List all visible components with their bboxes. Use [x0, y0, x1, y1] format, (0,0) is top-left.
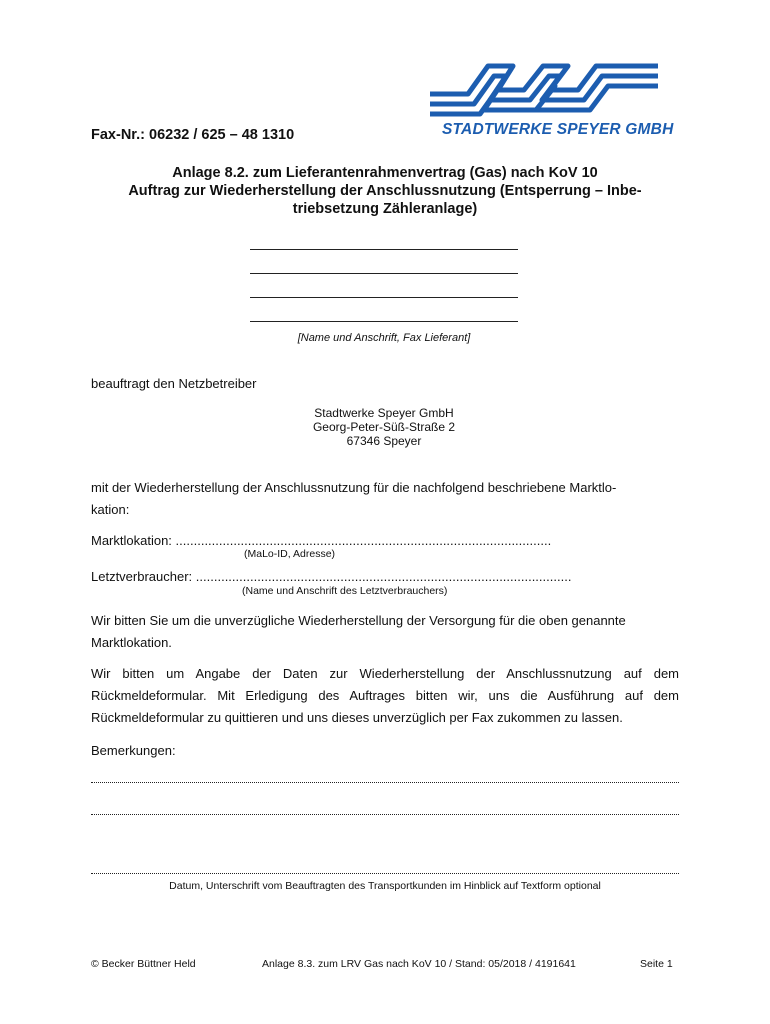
request-2-line-2: Rückmeldeformular. Mit Erledigung des Auftrages bitten wir, uns die Ausführung auf dem [91, 688, 679, 703]
supplier-caption: [Name und Anschrift, Fax Lieferant] [297, 332, 471, 344]
restoration-line-1: mit der Wiederherstellung der Anschlussnutzung für die nachfolgend beschriebene Marktlo- [91, 480, 617, 495]
restoration-paragraph [91, 477, 679, 521]
supplier-fill-line-2[interactable] [250, 273, 518, 274]
supplier-fill-line-3[interactable] [250, 297, 518, 298]
remarks-line-1[interactable] [91, 782, 679, 783]
document-title-line-2: Auftrag zur Wiederherstellung der Anschlussnutzung (Entsperrung – Inbe- [128, 183, 642, 199]
document-title-line-3: triebsetzung Zähleranlage) [292, 201, 478, 217]
logo-text: STADTWERKE SPEYER GMBH [442, 121, 674, 138]
remarks-line-2[interactable] [91, 814, 679, 815]
remarks-label: Bemerkungen: [91, 743, 176, 758]
request-1-line-2: Marktlokation. [91, 635, 172, 650]
supplier-fill-line-1[interactable] [250, 249, 518, 250]
network-operator-address [250, 406, 518, 448]
operator-name: Stadtwerke Speyer GmbH [314, 406, 454, 420]
request-1-line-1: Wir bitten Sie um die unverzügliche Wiederherstellung der Versorgung für die oben genannte [91, 613, 626, 628]
request-paragraph-2 [91, 663, 679, 729]
signature-line[interactable] [91, 873, 679, 874]
market-location-field[interactable] [91, 530, 679, 552]
signature-caption: Datum, Unterschrift vom Beauftragten des Transportkunden im Hinblick auf Textform optional [169, 880, 601, 892]
request-2-line-1: Wir bitten um Angabe der Daten zur Wiederherstellung der Anschlussnutzung auf dem [91, 666, 679, 681]
market-location-dots: ........................................................................................................ [175, 533, 552, 548]
end-consumer-label: Letztverbraucher: [91, 569, 193, 584]
end-consumer-dots: ........................................................................................................ [195, 569, 572, 584]
company-logo [428, 60, 674, 142]
fax-number: Fax-Nr.: 06232 / 625 – 48 1310 [91, 127, 295, 143]
operator-street: Georg-Peter-Süß-Straße 2 [312, 420, 456, 434]
operator-city: 67346 Speyer [346, 434, 422, 448]
swl-wave-logo-icon [428, 60, 660, 120]
footer-page-number: Seite 1 [640, 958, 673, 970]
commission-text: beauftragt den Netzbetreiber [91, 376, 257, 391]
supplier-fill-line-4[interactable] [250, 321, 518, 322]
market-location-caption: (MaLo-ID, Adresse) [244, 548, 336, 560]
end-consumer-caption: (Name und Anschrift des Letztverbrauchers) [242, 585, 448, 597]
request-2-line-3: Rückmeldeformular zu quittieren und uns dieses unverzüglich per Fax zukommen zu lassen. [91, 710, 623, 725]
market-location-label: Marktlokation: [91, 533, 172, 548]
request-paragraph-1 [91, 610, 679, 654]
footer-document-reference: Anlage 8.3. zum LRV Gas nach KoV 10 / Stand: 05/2018 / 4191641 [262, 958, 576, 970]
document-title-line-1: Anlage 8.2. zum Lieferantenrahmenvertrag (Gas) nach KoV 10 [172, 165, 598, 181]
footer-copyright: © Becker Büttner Held [91, 958, 196, 970]
restoration-line-2: kation: [91, 502, 130, 517]
